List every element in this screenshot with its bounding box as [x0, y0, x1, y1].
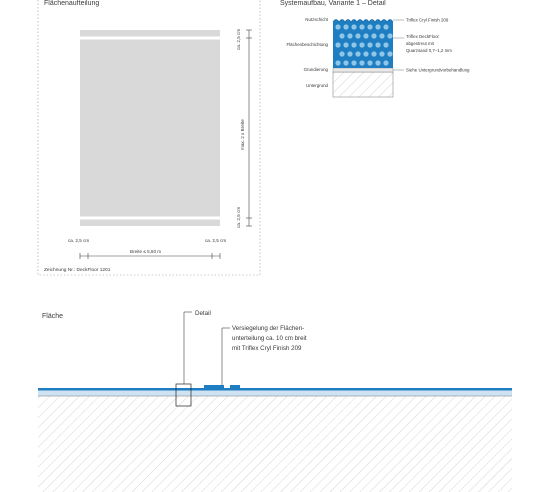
drawing-number: Zeichnung Nr.: DeckFloor 1201	[44, 268, 111, 273]
dim-width-label: Breite ≤ 5,50 m	[130, 249, 162, 254]
label-grundierung: Grundierung	[303, 67, 328, 72]
label-flaechenbeschichtung: Flächenbeschichtung	[286, 42, 328, 47]
substrate-layer	[333, 72, 393, 97]
right-panel-title: Systemaufbau, Variante 1 – Detail	[280, 0, 386, 7]
label-untergrund: Untergrund	[306, 83, 328, 88]
label-deckfloor-3: Quarzsand 0,7–1,2 mm	[406, 48, 452, 53]
detail-label: Detail	[195, 310, 211, 317]
label-cryl-finish: Triflex Cryl Finish 209	[406, 17, 449, 23]
label-deckfloor-1: Triflex DeckFloor	[406, 34, 440, 39]
dim-side-label: max. 2 x Breite	[240, 119, 245, 150]
finish-top-layer	[333, 20, 393, 23]
dim-top-right-label: ca. 2,5 cm	[236, 28, 241, 50]
label-primer: Siehe Untergrundvorbehandlung	[406, 67, 470, 73]
section-finish	[38, 388, 512, 391]
section-substrate	[38, 396, 512, 492]
section-build-up	[38, 385, 512, 492]
layer-build-up	[333, 20, 393, 98]
dim-bottom-left-label: ca. 2,5 cm	[68, 238, 90, 243]
section-separator-strip-2	[230, 385, 240, 388]
primer-layer	[333, 68, 393, 72]
floor-plan	[80, 30, 220, 226]
note-line-1: Versiegelung der Flächen-	[232, 325, 305, 332]
label-deckfloor-2: abgestreut mit	[406, 41, 434, 46]
dim-bottom-right-h-label: ca. 2,5 cm	[205, 238, 227, 243]
left-panel-title: Flächenaufteilung	[44, 0, 100, 7]
note-line-2: unterteilung ca. 10 cm breit	[232, 335, 307, 342]
label-nutzschicht: Nutzschicht	[305, 17, 328, 22]
note-line-3: mit Triflex Cryl Finish 209	[232, 345, 302, 352]
section-title: Fläche	[42, 313, 64, 320]
area-field	[80, 30, 220, 226]
section-separator-strip	[204, 385, 224, 388]
section-coating	[38, 390, 512, 396]
dim-bottom-right-label: ca. 2,5 cm	[236, 206, 241, 228]
